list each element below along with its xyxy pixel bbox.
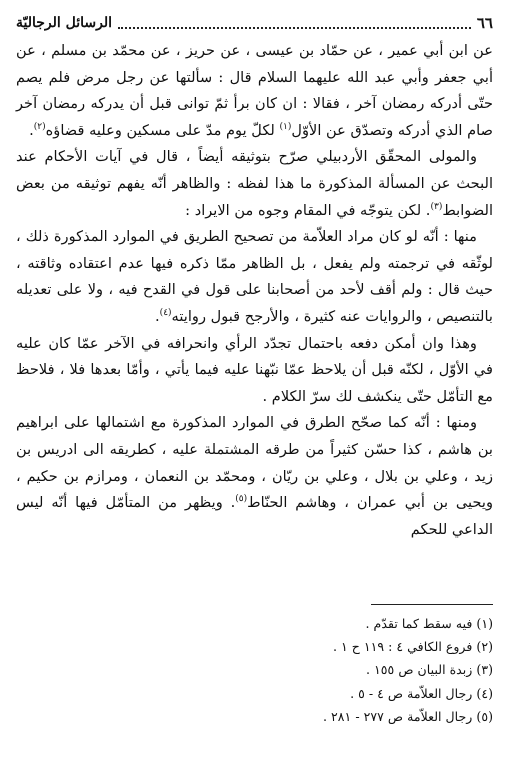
footnote-ref-4: (٤)	[159, 308, 172, 319]
footnote-5: (٥) رجال العلاّمة ص ٢٧٧ - ٢٨١ .	[323, 708, 493, 724]
footnote-ref-3: (٣)	[430, 201, 443, 212]
footnote-ref-1: (١)	[279, 121, 292, 132]
paragraph-2: والمولى المحقّق الأردبيلي صرّح بتوثيقه أيضاً ، قال في آيات الأحكام عند البحث عن المسألة المذكورة ما هذا لفظه : والظاهر أنّه يفهم توثيقه من بعض الضوابط$^{(٣)}$. لكن يتوجّه في المقام وجوه من الايراد :	[16, 148, 493, 219]
running-title: الرسائل الرجاليّة	[16, 15, 113, 31]
paragraph-4: وهذا وان أمكن دفعه باحتمال تجدّد الرأي وانحرافه في الآخر عمّا كان عليه في الأوّل ، لكنّه قبل أن يلاحظ عمّا نبّهنا عليه فيما يأتي ، وأمّا بعدها فلا ، فلاحظ مع التأمّل حتّى ينكشف لك سرّ الكلام .	[16, 334, 493, 405]
main-text	[16, 38, 493, 543]
footnote-divider	[371, 604, 493, 605]
footnotes	[16, 612, 493, 728]
paragraph-5: ومنها : أنّه كما صحّح الطرق في الموارد المذكورة مع اشتمالها على ابراهيم بن هاشم ، كذا حسّن كثيراً من طرقه المشتملة عليه ، كطريقه الى ادريس بن زيد ، وعلي بن بلال ، وعلي بن ريّان ، ومحمّد بن النعمان ، ومرازم بن حكيم ، ويحيى بن أبي عمران ، وهاشم الحنّاط$^{(٥)}$. ويظهر من المتأمّل فيها أنّه ليس الداعي للحكم	[16, 414, 493, 538]
footnote-ref-2: (٢)	[33, 121, 46, 132]
paragraph-1: عن ابن أبي عمير ، عن حمّاد بن عيسى ، عن حريز ، عن محمّد بن مسلم ، عن أبي جعفر وأبي عبد الله عليهما السلام قال : سألتها عن رجل مرض فلم يصم حتّى أدركه رمضان آخر ، فقالا : ان كان برأ ثمّ توانى قبل أن يدركه رمضان آخر صام الذي أدركه وتصدّق عن الأوّل$^{(١)}$ لكلّ يوم مدّ على مسكين وعليه قضاؤه$^{(٢)}$.	[16, 42, 493, 139]
footnote-ref-5: (٥)	[235, 494, 248, 505]
footnote-2: (٢) فروع الكافي ٤ : ١١٩ ح ١ .	[332, 639, 493, 655]
page-header	[16, 10, 493, 36]
footnote-4: (٤) رجال العلاّمة ص ٤ - ٥ .	[350, 685, 493, 701]
page-number: ٦٦	[476, 14, 493, 32]
footnote-3: (٣) زبدة البيان ص ١٥٥ .	[366, 662, 493, 678]
header-dotted-leader	[118, 26, 471, 29]
footnote-1: (١) فيه سقط كما تقدّم .	[365, 616, 493, 631]
paragraph-3: منها : أنّه لو كان مراد العلاّمة من تصحيح الطريق في الموارد المذكورة ذلك ، لوثّقه في ترجمته ولم يفعل ، بل الظاهر ممّا ذكره فيها عدم اعتقاده وثاقته ، حيث قال : ولم أقف لأحد من أصحابنا على قول في القدح فيه ، ولا على تعديله بالتنصيص ، والروايات عنه كثيرة ، والأرجح قبول روايته$^{(٤)}$.	[16, 228, 493, 325]
